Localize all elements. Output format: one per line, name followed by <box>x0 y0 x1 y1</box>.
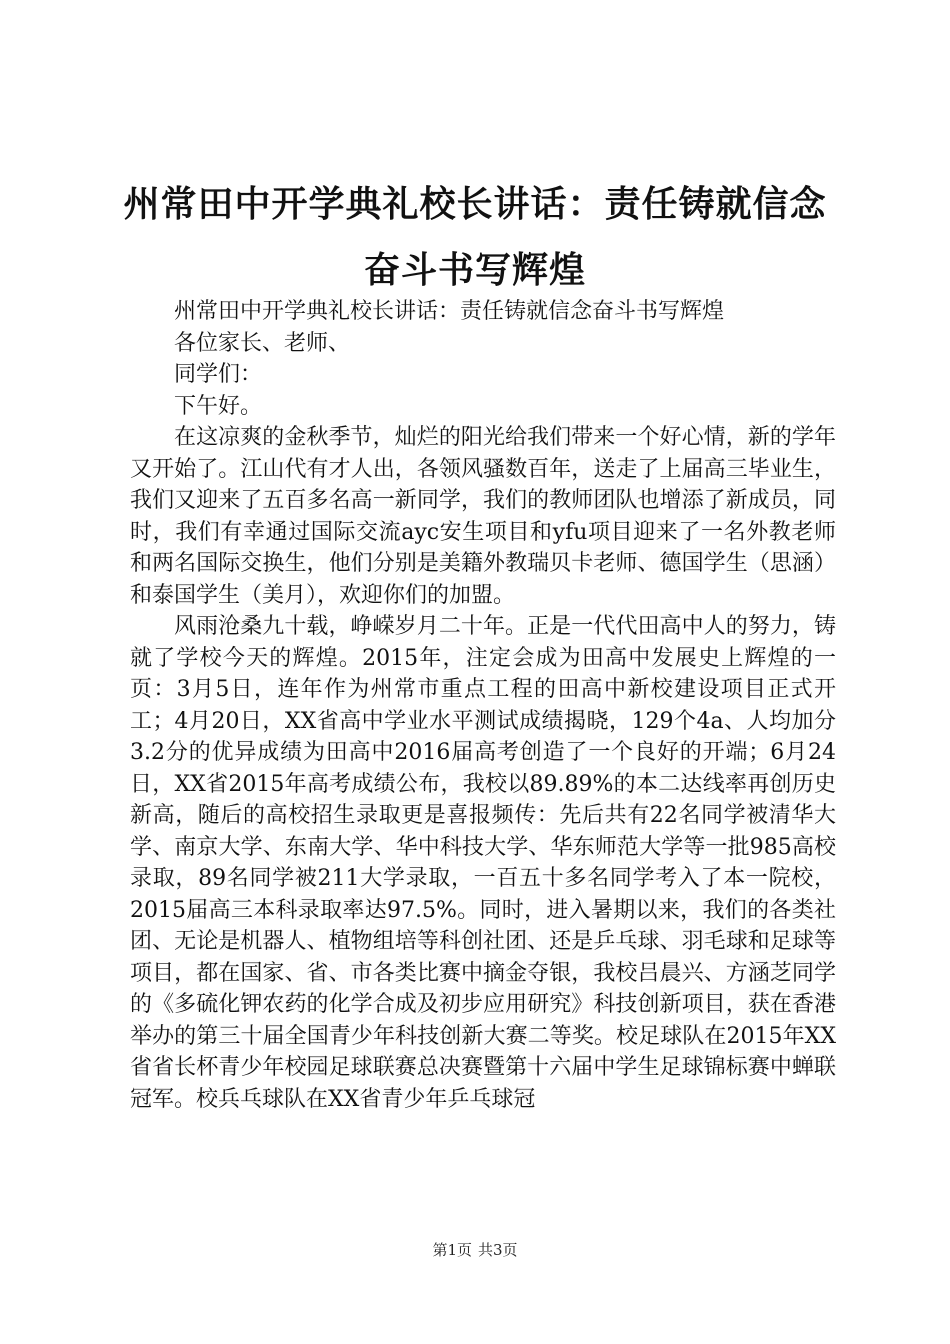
paragraph: 各位家长、老师、 <box>174 330 351 356</box>
paragraph: 同学们： <box>174 362 263 387</box>
page-footer <box>0 1240 950 1260</box>
page-number: 第1页 <box>432 1241 472 1259</box>
document-title: 州常田中开学典礼校长讲话：责任铸就信念奋斗书写辉煌 <box>123 184 827 291</box>
paragraph: 风雨沧桑九十载，峥嵘岁月二十年。正是一代代田高中人的努力，铸就了学校今天的辉煌。2015年，注定会成为田高中发展史上辉煌的一页：3月5日，连年作为州常市重点工程的田高中新校建设项目正式开工；4月20日，XX省高中学业水平测试成绩揭晓，129个4a、人均加分3.2分的优异成绩为田高中2016届高考创造了一个良好的开端；6月24日，XX省2015年高考成绩公布，我校以89.89%的本二达线率再创历史新高，随后的高校招生录取更是喜报频传：先后共有22名同学被清华大学、南京大学、东南大学、华中科技大学、华东师范大学等一批985高校录取，89名同学被211大学录取，一百五十多名同学考入了本一院校，2015届高三本科录取率达97.5%。同时，进入暑期以来，我们的各类社团、无论是机器人、植物组培等科创社团、还是乒乓球、羽毛球和足球等项目，都在国家、省、市各类比赛中摘金夺银，我校吕晨兴、方涵芝同学的《多硫化钾农药的化学合成及初步应用研究》科技创新项目，获在香港举办的第三十届全国青少年科技创新大赛二等奖。校足球队在2015年XX省省长杯青少年校园足球联赛总决赛暨第十六届中学生足球锦标赛中蝉联冠军。校兵乓球队在XX省青少年乒乓球冠 <box>130 614 836 1112</box>
paragraph: 在这凉爽的金秋季节，灿烂的阳光给我们带来一个好心情，新的学年又开始了。江山代有才人出，各领风骚数百年，送走了上届高三毕业生，我们又迎来了五百多名高一新同学，我们的教师团队也增添了新成员，同时，我们有幸通过国际交流ayc安生项目和yfu项目迎来了一名外教老师和两名国际交换生，他们分别是美籍外教瑞贝卡老师、德国学生（思涵）和泰国学生（美月），欢迎你们的加盟。 <box>130 425 836 608</box>
paragraph: 下午好。 <box>174 393 263 419</box>
page-total: 共3页 <box>478 1241 518 1259</box>
document-body <box>130 296 836 1115</box>
paragraph: 州常田中开学典礼校长讲话：责任铸就信念奋斗书写辉煌 <box>174 299 725 324</box>
